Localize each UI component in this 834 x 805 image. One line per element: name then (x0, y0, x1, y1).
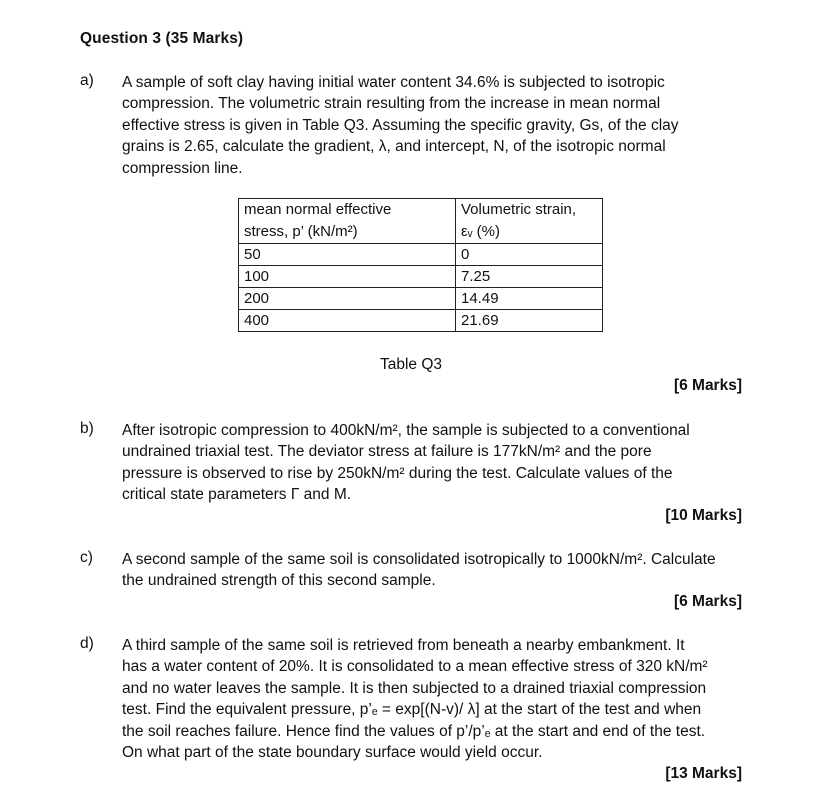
part-a-label: a) (80, 72, 94, 89)
header-strain-line: Volumetric strain, (461, 201, 577, 218)
part-d-line: the soil reaches failure. Hence find the values of p’/p’ₑ at the start and end of the test. (122, 722, 706, 740)
part-c-label: c) (80, 549, 93, 566)
part-b-text (122, 420, 747, 506)
table-header-cell (456, 199, 603, 244)
part-d-line: test. Find the equivalent pressure, p’ₑ = exp[(N-v)/ λ] at the start of the test and when (122, 701, 702, 719)
table-cell: 100 (239, 266, 456, 288)
part-a-line: grains is 2.65, calculate the gradient, λ, and intercept, N, of the isotropic normal (122, 138, 666, 156)
table-cell: 7.25 (456, 266, 603, 288)
table-row (239, 310, 603, 332)
part-d-line: A third sample of the same soil is retrieved from beneath a nearby embankment. It (122, 637, 685, 654)
question-heading: Question 3 (35 Marks) (80, 30, 244, 47)
part-a-line: compression. The volumetric strain resulting from the increase in mean normal (122, 95, 661, 113)
part-c-line: A second sample of the same soil is consolidated isotropically to 1000kN/m². Calculate (122, 551, 716, 568)
part-c-text (122, 549, 747, 592)
header-stress-line: stress, p’ (kN/m²) (244, 223, 358, 240)
part-a-line: compression line. (122, 159, 243, 177)
table-cell: 400 (239, 310, 456, 332)
header-stress-line: mean normal effective (244, 201, 392, 218)
table-q3 (238, 198, 603, 332)
table-cell: 21.69 (456, 310, 603, 332)
table-caption: Table Q3 (380, 356, 443, 373)
part-d-label: d) (80, 635, 94, 652)
table-row (239, 244, 603, 266)
table-row (239, 266, 603, 288)
part-c-line: the undrained strength of this second sample. (122, 572, 436, 590)
table-cell: 50 (239, 244, 456, 266)
part-b-line: pressure is observed to rise by 250kN/m² during the test. Calculate values of the (122, 464, 673, 482)
part-a-line: A sample of soft clay having initial water content 34.6% is subjected to isotropic (122, 74, 665, 91)
header-strain-line: εᵥ (%) (461, 223, 501, 240)
part-b-line: critical state parameters Γ and M. (122, 486, 352, 504)
table-cell: 14.49 (456, 288, 603, 310)
part-c-marks: [6 Marks] (673, 593, 742, 610)
part-d-line: On what part of the state boundary surface would yield occur. (122, 744, 543, 762)
part-b-label: b) (80, 420, 94, 437)
part-a-line: effective stress is given in Table Q3. Assuming the specific gravity, Gs, of the clay (122, 116, 679, 134)
part-d-text (122, 635, 747, 763)
table-header-row (239, 199, 603, 244)
part-d-line: has a water content of 20%. It is consolidated to a mean effective stress of 320 kN/m² (122, 658, 708, 676)
part-a-text (122, 72, 747, 179)
part-d-line: and no water leaves the sample. It is then subjected to a drained triaxial compression (122, 679, 707, 697)
table-cell: 0 (456, 244, 603, 266)
table-cell: 200 (239, 288, 456, 310)
table-row (239, 288, 603, 310)
part-b-marks: [10 Marks] (665, 507, 742, 524)
part-d-marks: [13 Marks] (665, 765, 742, 782)
part-b-line: After isotropic compression to 400kN/m², the sample is subjected to a conventional (122, 422, 690, 439)
part-b-line: undrained triaxial test. The deviator stress at failure is 177kN/m² and the pore (122, 443, 652, 461)
table-header-cell (239, 199, 456, 244)
part-a-marks: [6 Marks] (673, 377, 742, 394)
